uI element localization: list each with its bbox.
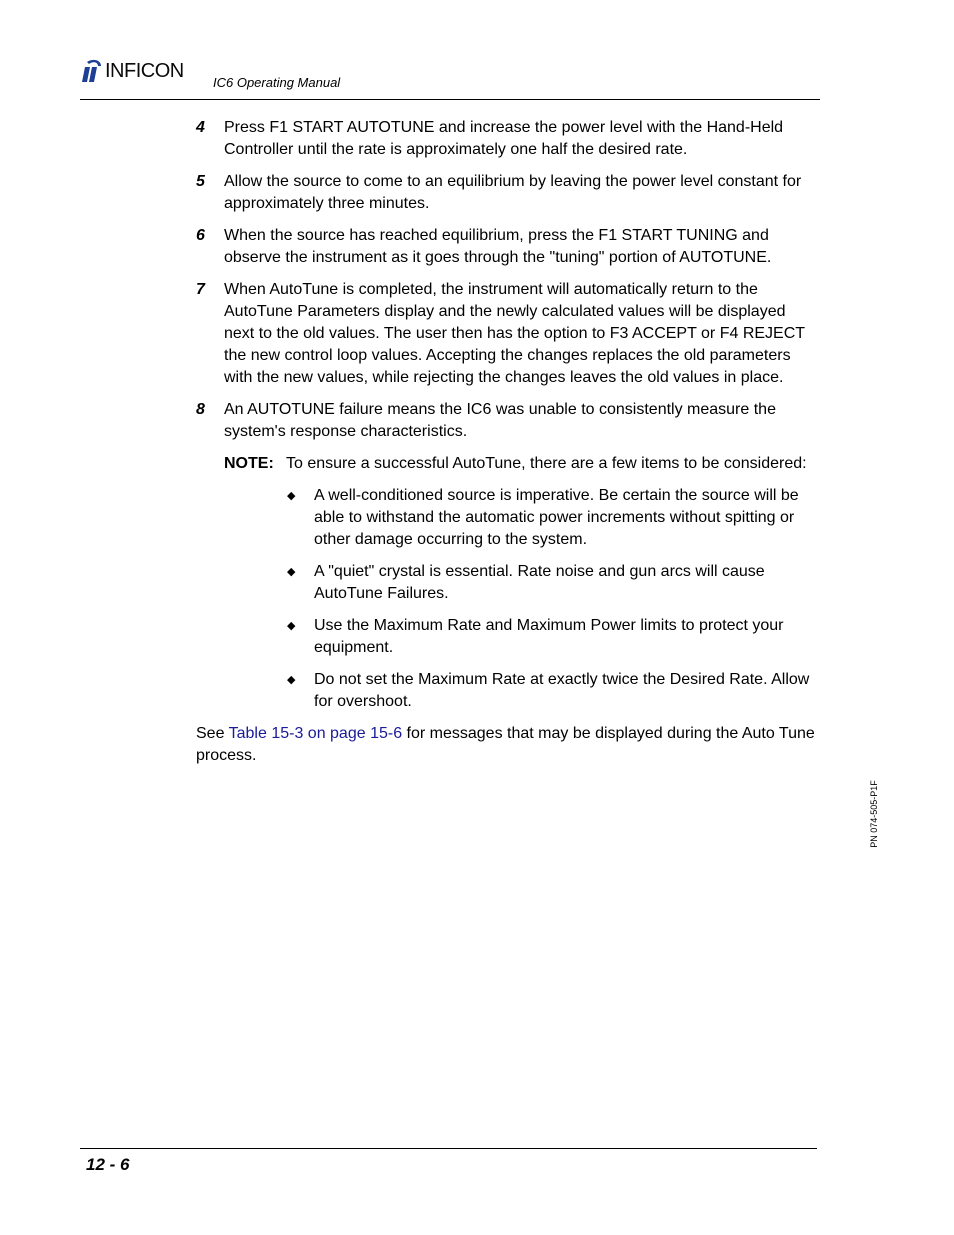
step-text: When the source has reached equilibrium, press the F1 START TUNING and observe the instrument as it goes through the "tuning" portion of AUTOTUNE. <box>224 227 772 266</box>
step-text: Allow the source to come to an equilibrium by leaving the power level constant for approximately three minutes. <box>224 173 802 212</box>
step-text: An AUTOTUNE failure means the IC6 was unable to consistently measure the system's response characteristics. <box>224 401 776 440</box>
header-rule <box>80 99 820 100</box>
page-number: 12 - 6 <box>86 1155 130 1174</box>
bullet-text: A "quiet" crystal is essential. Rate noise and gun arcs will cause AutoTune Failures. <box>314 563 765 602</box>
note <box>224 453 816 475</box>
list-item <box>286 485 816 551</box>
diamond-bullet-icon: ◆ <box>287 566 296 578</box>
inficon-logo <box>81 58 184 84</box>
note-label: NOTE: <box>224 455 274 472</box>
inficon-logo-icon <box>81 58 103 84</box>
step-number: 4 <box>196 119 205 136</box>
see-prefix: See <box>196 725 229 742</box>
footer-rule <box>80 1148 817 1149</box>
list-item <box>286 615 816 659</box>
see-paragraph <box>196 723 816 767</box>
diamond-bullet-icon: ◆ <box>287 490 296 502</box>
step-number: 7 <box>196 281 205 298</box>
step-text: Press F1 START AUTOTUNE and increase the power level with the Hand-Held Controller until the rate is approximately one half the desired rate. <box>224 119 784 158</box>
bullet-text: Use the Maximum Rate and Maximum Power limits to protect your equipment. <box>314 617 784 656</box>
bullet-text: Do not set the Maximum Rate at exactly twice the Desired Rate. Allow for overshoot. <box>314 671 810 710</box>
step-8 <box>196 399 816 443</box>
bullet-text: A well-conditioned source is imperative. Be certain the source will be able to withstand the automatic power increments without spitting or other damage occurring to the system. <box>314 487 799 548</box>
main-content <box>196 117 816 767</box>
diamond-bullet-icon: ◆ <box>287 674 296 686</box>
table-reference-link[interactable]: Table 15-3 on page 15-6 <box>228 725 403 742</box>
manual-title: IC6 Operating Manual <box>213 75 341 90</box>
step-5 <box>196 171 816 215</box>
part-number: PN 074-505-P1F <box>869 780 879 848</box>
step-text: When AutoTune is completed, the instrument will automatically return to the AutoTune Parameters display and the newly calculated values will be displayed next to the old values. The user then has the option to F3 ACCEPT or F4 REJECT the new control loop values. Accepting the changes replaces the old parameters with the new values, while rejecting the changes leaves the old values in place. <box>224 281 805 386</box>
note-text: To ensure a successful AutoTune, there are a few items to be considered: <box>286 455 807 472</box>
bullet-list <box>286 485 816 713</box>
list-item <box>286 669 816 713</box>
step-number: 6 <box>196 227 205 244</box>
see-suffix: for messages that may be displayed during the Auto Tune process. <box>196 725 815 764</box>
step-7 <box>196 279 816 389</box>
step-4 <box>196 117 816 161</box>
step-6 <box>196 225 816 269</box>
diamond-bullet-icon: ◆ <box>287 620 296 632</box>
logo-text: INFICON <box>105 60 184 82</box>
step-number: 8 <box>196 401 205 418</box>
list-item <box>286 561 816 605</box>
step-number: 5 <box>196 173 205 190</box>
